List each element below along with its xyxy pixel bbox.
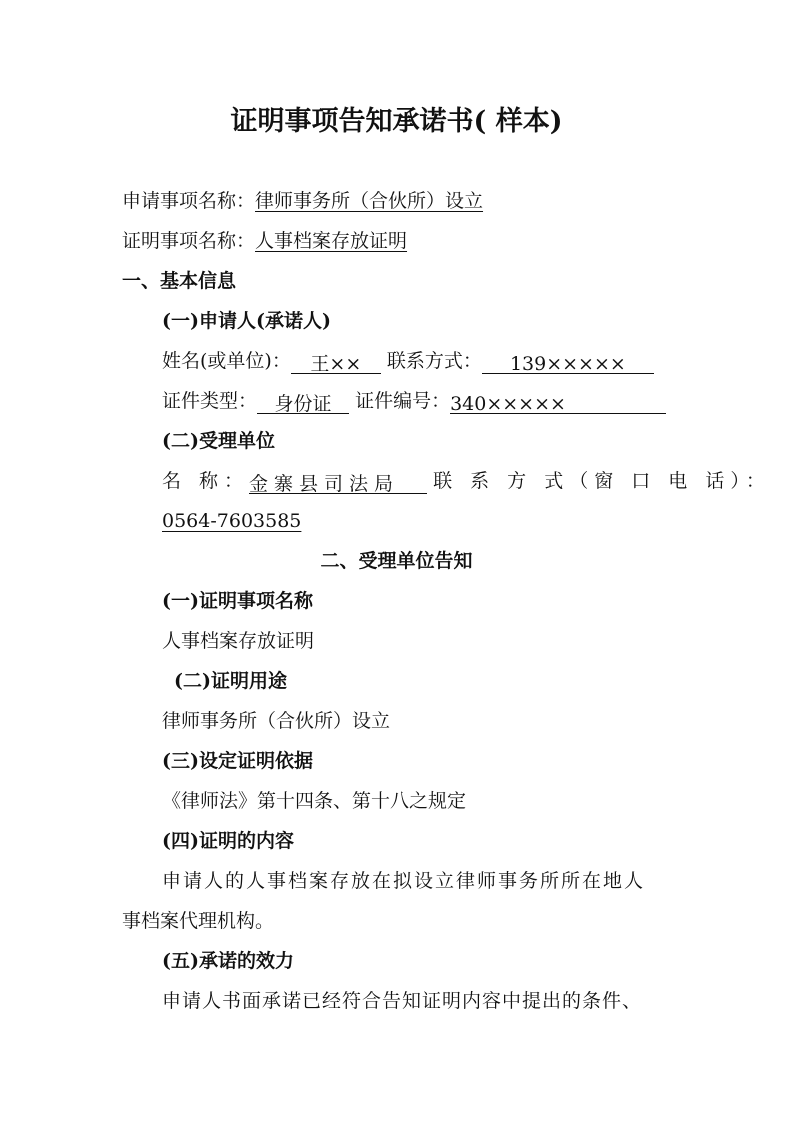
- notice-item2-body: 律师事务所（合伙所）设立: [162, 710, 391, 732]
- notice-item4-body-line2: 事档案代理机构。: [122, 910, 275, 932]
- notice-item1-body: 人事档案存放证明: [162, 630, 315, 652]
- page-title: 证明事项告知承诺书( 样本): [230, 106, 563, 137]
- subheading-applicant: (一)申请人(承诺人): [162, 310, 331, 332]
- office-name-label: 名 称：: [162, 470, 250, 492]
- section-heading-basic-info: 一、基本信息: [122, 270, 237, 292]
- office-name-value: 金寨县司法局: [249, 473, 400, 495]
- apply-item-row: [122, 188, 483, 214]
- apply-item-label: 申请事项名称：: [122, 190, 256, 212]
- notice-item3-heading: (三)设定证明依据: [162, 750, 313, 772]
- notice-item4-body-line1: 申请人的人事档案存放在拟设立律师事务所所在地人: [162, 870, 646, 892]
- notice-item3-body: 《律师法》第十四条、第十八之规定: [162, 790, 467, 812]
- id-number-label: 证件编号：: [355, 390, 451, 412]
- notice-item1-heading: (一)证明事项名称: [162, 590, 313, 612]
- notice-item4-heading: (四)证明的内容: [162, 830, 294, 852]
- proof-item-row: [122, 228, 407, 254]
- subheading-accepting-office: (二)受理单位: [162, 430, 275, 452]
- office-phone: 0564-7603585: [162, 510, 302, 532]
- section-heading-notice: 二、受理单位告知: [320, 550, 473, 572]
- applicant-id-row: [162, 388, 666, 414]
- apply-item-value: 律师事务所（合伙所）设立: [255, 190, 484, 212]
- name-label: 姓名(或单位)：: [162, 350, 291, 372]
- name-value: 王××: [310, 353, 362, 375]
- proof-item-label: 证明事项名称：: [122, 230, 256, 252]
- applicant-name-row: [162, 348, 654, 374]
- id-type-value: 身份证: [274, 393, 332, 415]
- id-number-value: 340×××××: [450, 393, 566, 415]
- notice-item2-heading: (二)证明用途: [174, 670, 287, 692]
- id-type-label: 证件类型：: [162, 390, 258, 412]
- office-row: [162, 468, 771, 494]
- proof-item-value: 人事档案存放证明: [255, 230, 408, 252]
- notice-item5-heading: (五)承诺的效力: [162, 950, 294, 972]
- office-phone-row: [162, 508, 301, 534]
- contact-value: 139×××××: [509, 353, 626, 375]
- office-contact-label: 联 系 方 式（窗 口 电 话）：: [433, 470, 771, 492]
- contact-label: 联系方式：: [386, 350, 482, 372]
- notice-item5-body-line1: 申请人书面承诺已经符合告知证明内容中提出的条件、: [162, 990, 643, 1012]
